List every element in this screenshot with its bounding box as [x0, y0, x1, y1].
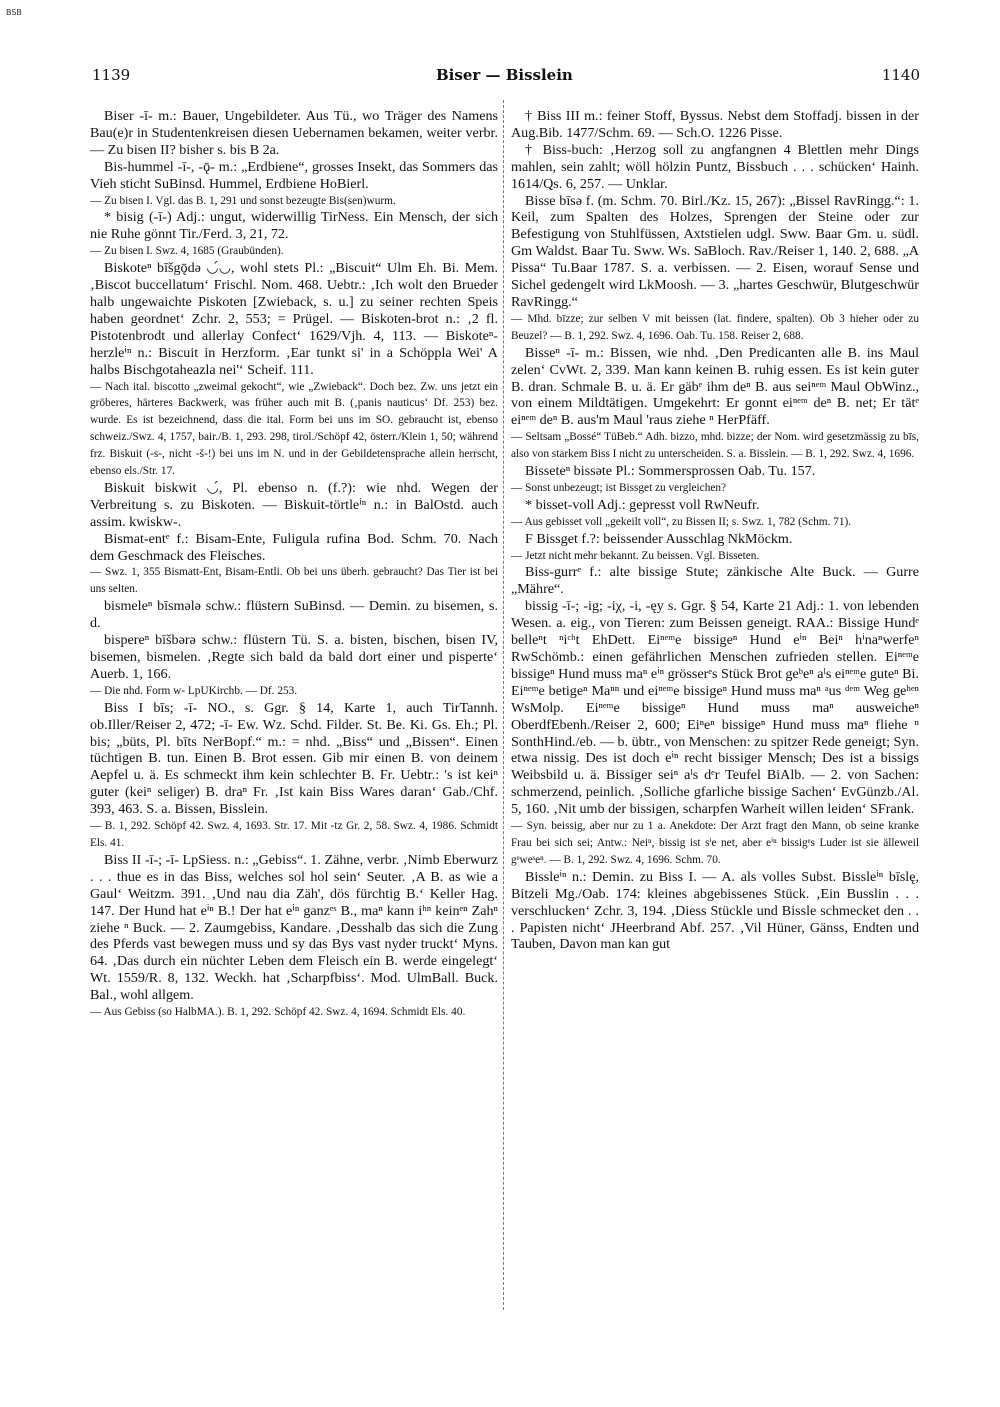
- etymology-note: — Aus Gebiss (so HalbMA.). B. 1, 292. Schöpf 42. Swz. 4, 1694. Schmidt Els. 40.: [90, 1006, 466, 1019]
- dictionary-entry: * bisset-voll Adj.: gepresst voll RwNeufr.: [525, 496, 760, 513]
- dictionary-entry: Bisseⁿ -ī- m.: Bissen, wie nhd. ‚Den Predicanten alle B. ins Maul zelen‘ CvWt. 2, 339. Man kann keinen B. ruhig essen. Es ist kein guter B. dran. Schmale B. u. ä. Er gäbᵉ ihm deⁿ B. aus seiⁿᵉᵐ Maul ObWinz., von einem Mildtätigen. Umgekehrt: Er gonnt eiⁿᵉᵐ deⁿ B. net; Er tätᵉ eiⁿᵉᵐ deⁿ B. aus'm Maul 'raus ziehe ⁿ HerPfäff.: [511, 344, 919, 429]
- etymology-note: — B. 1, 292. Schöpf 42. Swz. 4, 1693. Str. 17. Mit -tz Gr. 2, 58. Swz. 4, 1986. Schmidt Els. 41.: [90, 820, 498, 849]
- dictionary-entry: Bis-hummel -ī-, -ǭ- m.: „Erdbiene“, grosses Insekt, das Sommers das Vieh sticht SuBinsd. Hummel, Erdbiene HoBierl.: [90, 158, 498, 192]
- etymology-note: — Die nhd. Form w- LpUKirchb. — Df. 253.: [90, 684, 298, 697]
- dictionary-entry: † Biss III m.: feiner Stoff, Byssus. Nebst dem Stoffadj. bissen in der Aug.Bib. 1477/Schm. 69. — Sch.O. 1226 Pisse.: [511, 108, 919, 141]
- dictionary-entry: bismeleⁿ bīsmələ schw.: flüstern SuBinsd. — Demin. zu bisemen, s. d.: [90, 598, 498, 632]
- dictionary-entry: Biss I bīs; -ī- NO., s. Ggr. § 14, Karte 1, auch TirTannh. ob.Iller/Reiser 2, 472; -ī- Ew. Wz. Schd. Filder. St. Be. Ki. Gs. Eh.; Pl. bis; „büts, Pl. bīts NerBopf.“ m.: = nhd. „Biss“ und „Bissen“. Einen tüchtigen B. tun. Einen B. Brot essen. Gib mir einen B. von deinem Aepfel u. ä. Es schmeckt ihm kein schlechter B. Fr. Uebtr.: 's ist keiⁿ guter (keiⁿ seliger) B. draⁿ Fr. ‚Ist kain Biss Wares daran‘ Gab./Chf. 393, 463. S. a. Bissen, Bisslein.: [90, 699, 498, 818]
- dictionary-entry: † Biss-buch: ‚Herzog soll zu angfangnen 4 Blettlen mehr Dings mahlen, sein zahlt; wöll hölzin Puntz, Bissbuch . . . schücken‘ Hainh. 1614/Qs. 6, 257. — Unklar.: [511, 141, 919, 192]
- right-column: [511, 108, 919, 953]
- dictionary-entry: Biskuit biskwit ◡́, Pl. ebenso n. (f.?): wie nhd. Wegen der Verbreitung s. zu Biskoten. — Biskuit-törtleⁱⁿ n.: in BalOstd. auch assim. kwiskw-.: [90, 479, 498, 530]
- dictionary-entry: bissig -ī-; -ig; -iχ, -i, -ęy s. Ggr. § 54, Karte 21 Adj.: 1. von lebenden Wesen. a. eig., von Tieren: zum Beissen geneigt. RAA.: Bissige Hundᵉ belleⁿt ⁿiᶜʰt EhDett. Eiⁿᵉᵐe bissigeⁿ Hund eⁱⁿ Beiⁿ hⁱnaⁿwerfeⁿ RwSchömb.: einen gefährlichen Menschen zufrieden stellen. Eiⁿᵉᵐe bissigeⁿ Hund muss maⁿ eⁱⁿ grösserᵉs Stück Brot geᵇeⁿ aˡs eiⁿᵉᵐe guteⁿ Bi. Eiⁿᵉᵐe betigeⁿ Maⁿⁿ und eiⁿᵉᵐe bissigeⁿ Hund muss maⁿ ᵃus ᵈᵉᵐ Weg geʰᵉⁿ WsMolp. Eiⁿᵉᵐe bissigeⁿ Hund muss maⁿ ausweicheⁿ OberdfEbenh./Reiser 2, 600; Eiⁿeⁿ bissigeⁿ Hund muss maⁿ fliehe ⁿ SonthHind./eb. — b. übtr., von Menschen: zu spitzer Rede geneigt; Syn. etwa nissig. Des ist doch eⁱⁿ recht bissiger Mensch; Des ist a bissigs Weibsbild u. ä. Bissiger seiⁿ aˡs dᵉr Teufel BiAlb. — 2. von Sachen: schmerzend, peinlich. ‚Solliche gfarliche bissige Sachen‘ EvGünzb./Al. 5, 160. ‚Nit umb der bissigen, scharpfen Warheit willen leiden‘ SFrank.: [511, 598, 919, 818]
- etymology-note: — Zu bisen I. Vgl. das B. 1, 291 und sonst bezeugte Bis(sen)wurm.: [90, 194, 396, 207]
- dictionary-entry: Biskoteⁿ bīšgǭdə ◡́◡, wohl stets Pl.: „Biscuit“ Ulm Eh. Bi. Mem. ‚Biscot buccellatum‘ Frischl. Nom. 468. Uebtr.: ‚Ich wolt den Brueder halb ungewaichte Piskoten [Zwieback, s. u.] zu seiner rechten Speis haben geordnet‘ Zchr. 2, 553; = Prügel. — Biskoten-brot n.: ‚2 fl. Pistotenbrodt und allerlay Confect‘ 1629/Vjh. 4, 113. — Biskoteⁿ-herzleⁱⁿ n.: Biscuit in Herzform. ‚Ear tunkt si' in a Schöppla Wei' A halbs Bischgotaheazla nei'‘ Scheif. 111.: [90, 260, 498, 378]
- page-header: [0, 66, 1000, 88]
- etymology-note: — Mhd. bīzze; zur selben V mit beissen (lat. findere, spalten). Ob 3 hieher oder zu Beuzel? — B. 1, 292. Swz. 4, 1696. Oab. Tu. 158. Reiser 2, 688.: [511, 312, 919, 342]
- etymology-note: — Aus gebisset voll „gekeilt voll“, zu Bissen II; s. Swz. 1, 782 (Schm. 71).: [511, 515, 852, 528]
- dictionary-entry: Biser -ī- m.: Bauer, Ungebildeter. Aus Tü., wo Träger des Namens Bau(e)r in Studentenkreisen diesen Uebernamen bekamen, weiter verbr. — Zu bisen II? bisher s. bis B 2a.: [90, 108, 498, 158]
- page-number-right: 1140: [881, 66, 920, 84]
- dictionary-entry: bispereⁿ bīšbərə schw.: flüstern Tü. S. a. bisten, bischen, bisen IV, bisemen, bismelen. ‚Regte sich bald da bald dort einer und pisperte‘ Auerb. 1, 166.: [90, 632, 498, 682]
- dictionary-entry: * bisig (-ī-) Adj.: ungut, widerwillig TirNess. Ein Mensch, der sich nie Ruhe gönnt Tir./Ferd. 3, 21, 72.: [90, 209, 498, 243]
- page-number-left: 1139: [92, 66, 131, 84]
- etymology-note: — Syn. beissig, aber nur zu 1 a. Anekdote: Der Arzt fragt den Mann, ob seine kranke Frau bei sich sei; Antw.: Neiⁿ, bissig ist sⁱe net, aber eⁱⁿ bissigᵉs Luder ist sie älleweil gᵉweˢeⁿ. — B. 1, 292. Swz. 4, 1696. Schm. 70.: [511, 820, 919, 866]
- etymology-note: — Jetzt nicht mehr bekannt. Zu beissen. Vgl. Bisseten.: [511, 549, 760, 562]
- etymology-note: — Swz. 1, 355 Bismatt-Ent, Bisam-Entli. Ob bei uns überh. gebraucht? Das Tier ist bei uns selten.: [90, 566, 498, 596]
- dictionary-entry: Bismat-entᵉ f.: Bisam-Ente, Fuligula rufina Bod. Schm. 70. Nach dem Geschmack des Fleisches.: [90, 530, 498, 564]
- library-stamp: BSB: [6, 8, 22, 17]
- page-title: Biser — Bisslein: [436, 66, 573, 84]
- dictionary-entry: Bissleⁱⁿ n.: Demin. zu Biss I. — A. als volles Subst. Bissleⁱⁿ bīslę, Bitzeli Mg./Oab. 174: kleines abgebissenes Stück. ‚Ein Busslin . . . verschlucken‘ Zchr. 3, 194. ‚Diess Stückle und Bissle schmecket den . . . Papisten nicht‘ JHeerbrand Abf. 257. ‚Vil Hüner, Gänss, Endten und Tauben, Davon man kan gut: [511, 868, 919, 953]
- dictionary-entry: F Bissget f.?: beissender Ausschlag NkMöckm.: [525, 530, 793, 547]
- etymology-note: — Zu bisen I. Swz. 4, 1685 (Graubünden).: [90, 245, 284, 258]
- etymology-note: — Seltsam „Bossé“ TüBeb.“ Adh. bizzo, mhd. bizze; der Nom. wird gesetzmässig zu bīs, also von starkem Biss I nicht zu unterscheiden. S. a. Bisslein. — B. 1, 292. Swz. 4, 1696.: [511, 431, 919, 461]
- dictionary-entry: Bisseteⁿ bissəte Pl.: Sommersprossen Oab. Tu. 157.: [525, 463, 816, 480]
- dictionary-entry: Bisse bīsə f. (m. Schm. 70. Birl./Kz. 15, 267): „Bissel RavRingg.“: 1. Keil, zum Spalten des Holzes, Sprengen der Steine oder zur Befestigung von Stuhlfüssen, Axtstielen udgl. Sww. Baar Gm. u. südl. Gm Waldst. Baar Tu. Sww. Ws. SaBloch. Rav./Reiser 1, 140. 2, 688. „A Pissa“ Tu.Baar 1787. S. a. verbissen. — 2. Eisen, worauf Sense und Sichel gedengelt wird LkMoosh. — 3. „hartes Geschwür, Blutgeschwür RavRingg.“: [511, 192, 919, 310]
- left-column: [90, 108, 498, 1021]
- dictionary-entry: Biss II -ī-; -ī- LpSiess. n.: „Gebiss“. 1. Zähne, verbr. ‚Nimb Eberwurz . . . thue es in das Biss, welches sol hol sein‘ Seuter. ‚A B. as wie a Gaul‘ Weitzm. 391. ‚Und nau dia Zäh', dös fürchtig B.‘ Keller Hag. 147. Der Hund hat eⁱⁿ B.! Der hat eⁱⁿ ganzᵉˢ B., maⁿ kann iʰⁿ keinᵉⁿ Zahⁿ ziehe ⁿ Buck. — 2. Zaumgebiss, Kandare. ‚Desshalb das sich die Zung des Pferds vast bewegen muss und sy das Bys vast nyder truckt‘ Myns. 64. ‚Das durch ein nüchter Leben dem Fleisch ein B. werde eingelegt‘ Wt. 1559/R. 8, 132. Weckh. hat ‚Scharpfbiss‘. Mod. UlmBall. Buck. Bal., wohl allgem.: [90, 851, 498, 1004]
- dictionary-entry: Biss-gurrᵉ f.: alte bissige Stute; zänkische Alte Buck. — Gurre „Mähre“.: [511, 564, 919, 598]
- column-divider: [503, 100, 504, 1310]
- etymology-note: — Sonst unbezeugt; ist Bissget zu vergleichen?: [511, 481, 727, 494]
- etymology-note: — Nach ital. biscotto „zweimal gekocht“, wie „Zwieback“. Doch bez. Zw. uns jetzt ein gröberes, härteres Backwerk, was früher auch mit B. (‚panis nauticus‘ Df. 253) bez. wurde. Es ist bezeichnend, dass die ital. Form bei uns im SO. gebraucht ist, ebenso schweiz./Swz. 4, 1757, bair./B. 1, 293. 298, tirol./Schöpf 42, österr./Klein 1, 50; während frz. Biskuit (-s-, nicht -š-!) bei uns im N. und in der Gebildetensprache allein herrscht, ebenso els./Str. 17.: [90, 380, 498, 478]
